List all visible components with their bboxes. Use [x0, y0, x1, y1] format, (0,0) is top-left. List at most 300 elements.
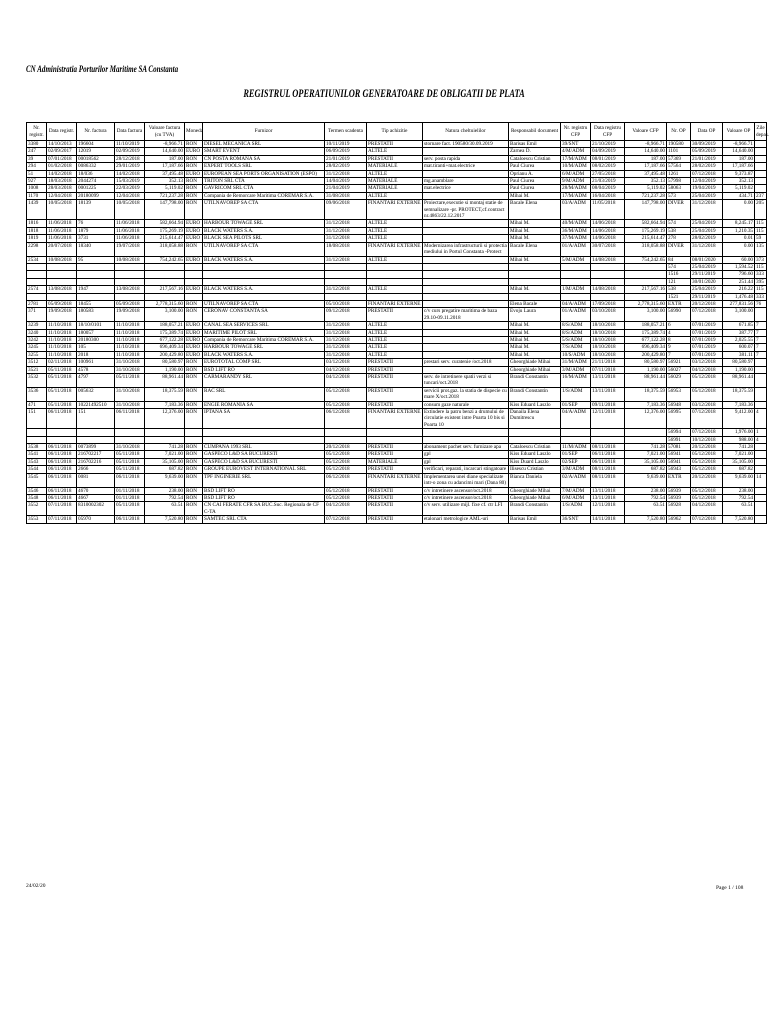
- table-cell: 18,375.59: [723, 387, 755, 401]
- table-cell: 31/M/ADM: [561, 359, 591, 366]
- table-cell: Ilisescu Cristian: [509, 466, 561, 473]
- table-cell: Mihai M.: [509, 322, 561, 329]
- table-cell: [423, 300, 509, 307]
- table-cell: c/v intretinere ascensor/oct.2018: [423, 487, 509, 494]
- table-cell: 35,105.00: [625, 458, 667, 465]
- table-cell: 17,187.66: [145, 163, 185, 170]
- table-cell: Oprianu A.: [509, 170, 561, 177]
- table-cell: 190580: [667, 141, 691, 148]
- table-cell: [755, 451, 767, 458]
- column-header: Nr. OP: [667, 123, 691, 141]
- column-header: Data OP: [691, 123, 723, 141]
- table-cell: 06/09/2019: [325, 148, 367, 155]
- column-header: Data registr.: [47, 123, 77, 141]
- table-cell: 3255: [27, 351, 47, 358]
- table-cell: 31/12/2018: [325, 235, 367, 242]
- table-cell: RAC SRL: [203, 387, 325, 401]
- table-cell: [367, 436, 423, 443]
- table-cell: [203, 278, 325, 285]
- column-header: Natura cheltuielilor: [423, 123, 509, 141]
- table-cell: 11/06/2018: [115, 220, 145, 227]
- table-cell: 11/10/2018: [115, 329, 145, 336]
- table-cell: 7,520.80: [145, 516, 185, 523]
- table-cell: 3/M/ADM: [561, 466, 591, 473]
- table-cell: [77, 436, 115, 443]
- table-cell: Elena Bacale: [509, 300, 561, 307]
- table-cell: servicii prot.gaz. la statia de dispecie cu mare X/oct.2018: [424, 387, 507, 401]
- table-cell: PRESTATII: [367, 516, 423, 523]
- table-cell: 03/10/2018: [591, 308, 625, 322]
- table-cell: Mihai M.: [509, 329, 561, 336]
- table-cell: 147,798.00: [625, 200, 667, 220]
- table-cell: 31/10/2018: [115, 359, 145, 366]
- table-cell: [423, 286, 509, 293]
- table-row: [27, 170, 767, 177]
- table-cell: 05/11/2018: [47, 374, 77, 388]
- table-cell: 80,580.97: [625, 359, 667, 366]
- table-cell: Mihai M.: [509, 286, 561, 293]
- table-cell: 05/12/2018: [691, 387, 723, 401]
- table-cell: 3543: [27, 458, 47, 465]
- table-cell: 4578: [77, 366, 115, 373]
- table-cell: 37,495.48: [145, 170, 185, 177]
- table-cell: 05/11/2018: [47, 366, 77, 373]
- table-cell: 677,122.28: [625, 336, 667, 343]
- table-cell: 05/11/2018: [115, 502, 145, 516]
- table-cell: 3,100.00: [145, 308, 185, 322]
- table-cell: 08/01/2019: [591, 155, 625, 162]
- table-cell: 2018: [77, 351, 115, 358]
- table-cell: 16/M/ADM: [561, 374, 591, 388]
- table-cell: [203, 271, 325, 278]
- table-cell: 4797: [77, 374, 115, 388]
- table-cell: SMART EVENT: [203, 148, 325, 155]
- table-cell: verificari, reparati, incarcari stingatoare: [423, 466, 509, 473]
- table-cell: 188,057.21: [145, 322, 185, 329]
- table-cell: 1,190.00: [723, 366, 755, 373]
- table-cell: [367, 271, 423, 278]
- table-cell: 175,389.74: [145, 329, 185, 336]
- table-cell: EXTR: [667, 473, 691, 487]
- table-cell: 02/A/ADM: [561, 473, 591, 487]
- table-cell: 05/12/2018: [325, 458, 367, 465]
- column-header: Valoare factura (cu TVA): [145, 123, 185, 141]
- table-cell: 10221492510: [77, 401, 115, 408]
- table-cell: 238.00: [625, 487, 667, 494]
- table-cell: [755, 374, 767, 388]
- table-cell: 56948: [667, 401, 691, 408]
- table-cell: 12/11/2018: [591, 409, 625, 429]
- table-cell: 84: [667, 256, 691, 263]
- table-cell: 19/09/2018: [47, 308, 77, 322]
- table-cell: [755, 148, 767, 155]
- table-cell: 175,269.19: [145, 227, 185, 234]
- table-cell: 12/04/2019: [691, 178, 723, 185]
- table-cell: RON: [185, 451, 203, 458]
- table-cell: CERONAV CONSTANTA SA: [203, 308, 325, 322]
- table-cell: 29/01/2019: [115, 163, 145, 170]
- table-cell: 8/S/ADM: [561, 322, 591, 329]
- table-cell: 04/09/2019: [591, 148, 625, 155]
- table-cell: 754,242.65: [145, 256, 185, 263]
- table-cell: 04/A/ADM: [561, 409, 591, 429]
- table-cell: [47, 278, 77, 285]
- table-cell: 318,058.88: [625, 242, 667, 256]
- table-cell: BLACK WATERS S.A.: [203, 351, 325, 358]
- table-cell: 11/06/2018: [115, 235, 145, 242]
- table-cell: UTILNAVOREP SA CTA: [203, 242, 325, 256]
- table-cell: EXTR: [667, 300, 691, 307]
- table-cell: ALTELE: [367, 286, 423, 293]
- table-cell: 04/12/2018: [325, 374, 367, 388]
- table-cell: stornare fact. 190580/30.09.2019: [423, 141, 509, 148]
- table-cell: 03/12/2018: [325, 359, 367, 366]
- table-cell: 5,119.02: [723, 185, 755, 192]
- table-cell: 28/02/2019: [691, 235, 723, 242]
- table-cell: 200,429.80: [145, 351, 185, 358]
- table-cell: 57369: [667, 155, 691, 162]
- table-cell: 05/12/2018: [325, 401, 367, 408]
- table-cell: 7/S/ADM: [561, 344, 591, 351]
- table-cell: 7: [755, 351, 767, 358]
- table-cell: [47, 263, 77, 270]
- table-cell: ALTELE: [367, 256, 423, 263]
- table-row: [27, 502, 767, 516]
- table-cell: 14/11/2018: [591, 516, 625, 523]
- table-cell: Bacale Elena: [509, 242, 561, 256]
- table-cell: Cataloescu Cristian: [509, 155, 561, 162]
- table-cell: [47, 293, 77, 300]
- table-cell: mat.electrice: [423, 185, 509, 192]
- table-cell: [755, 387, 767, 401]
- table-cell: [77, 263, 115, 270]
- table-cell: 36/M/ADM: [561, 227, 591, 234]
- table-cell: 06/11/2018: [47, 409, 77, 429]
- register-table: [26, 122, 767, 524]
- table-cell: ALTELE: [367, 192, 423, 199]
- table-cell: [185, 293, 203, 300]
- table-cell: 07/01/2019: [691, 336, 723, 343]
- table-cell: 63.51: [145, 502, 185, 516]
- table-row: [27, 494, 767, 501]
- table-cell: 3544: [27, 466, 47, 473]
- table-cell: gpl: [423, 458, 509, 465]
- table-cell: 318,058.88: [145, 242, 185, 256]
- table-cell: [755, 487, 767, 494]
- table-row: [27, 473, 767, 487]
- table-cell: 16/04/2018: [591, 192, 625, 199]
- table-cell: EURO: [185, 351, 203, 358]
- table-cell: PRESTATII: [367, 374, 423, 388]
- table-cell: 56995: [667, 409, 691, 429]
- table-cell: 06/12/2018: [325, 409, 367, 429]
- table-cell: 12/04/2018: [47, 192, 77, 199]
- table-cell: ALTELE: [367, 148, 423, 155]
- table-cell: Brandi Constantin: [509, 502, 561, 516]
- table-cell: [115, 293, 145, 300]
- table-cell: 1,190.00: [145, 366, 185, 373]
- table-cell: 17/M/ADM: [561, 155, 591, 162]
- table-cell: 06/11/2018: [47, 458, 77, 465]
- table-cell: 237: [755, 192, 767, 199]
- table-row: [27, 444, 767, 451]
- table-cell: 3512: [27, 359, 47, 366]
- table-cell: Zarnea D.: [509, 148, 561, 155]
- table-cell: 6/M/ADM: [561, 494, 591, 501]
- table-cell: 927: [27, 178, 47, 185]
- table-row: [27, 293, 767, 300]
- table-cell: 17,187.66: [723, 163, 755, 170]
- table-cell: [145, 429, 185, 436]
- table-cell: 08/02/2019: [591, 163, 625, 170]
- table-cell: Gheorghiade Mihai: [509, 494, 561, 501]
- table-cell: 151: [27, 409, 47, 429]
- table-cell: [423, 235, 509, 242]
- table-cell: 2,778,315.60: [625, 300, 667, 307]
- table-cell: EURO: [185, 344, 203, 351]
- table-cell: 180583: [77, 308, 115, 322]
- table-row: [27, 163, 767, 170]
- table-cell: 4/M/ADM: [561, 148, 591, 155]
- table-row: [27, 185, 767, 192]
- table-cell: 696,409.34: [145, 344, 185, 351]
- table-cell: [325, 263, 367, 270]
- table-row: [27, 351, 767, 358]
- table-cell: PRESTATII: [367, 451, 423, 458]
- table-cell: [145, 436, 185, 443]
- table-row: [27, 387, 767, 401]
- table-cell: Barisas Emil: [509, 516, 561, 523]
- table-cell: 56921: [667, 359, 691, 366]
- table-header-row: [27, 123, 767, 141]
- table-row: [27, 148, 767, 155]
- table-cell: 06/11/2018: [115, 516, 145, 523]
- table-cell: -8,966.71: [625, 141, 667, 148]
- table-cell: 80,580.97: [145, 359, 185, 366]
- table-cell: PRESTATII: [367, 401, 423, 408]
- table-cell: Gheorghiade Mihai: [509, 487, 561, 494]
- table-cell: [625, 293, 667, 300]
- column-header: Nr. factura: [77, 123, 115, 141]
- table-cell: 10/05/2018: [115, 200, 145, 220]
- table-cell: BLACK WATERS S.A.: [203, 256, 325, 263]
- table-row: [27, 263, 767, 270]
- table-cell: [77, 293, 115, 300]
- table-cell: BSD LIFT RO: [203, 366, 325, 373]
- table-cell: ALTELE: [367, 220, 423, 227]
- table-cell: [591, 429, 625, 436]
- table-cell: 21/10/2019: [591, 141, 625, 148]
- table-cell: GASPECO L&D SA BUCURESTI: [203, 458, 325, 465]
- table-cell: 754,242.65: [625, 256, 667, 263]
- table-cell: 18/10/2018: [591, 322, 625, 329]
- table-cell: 7,520.80: [625, 516, 667, 523]
- table-cell: [77, 429, 115, 436]
- table-cell: Bianca Daniela: [509, 473, 561, 487]
- table-cell: 05/12/2018: [691, 466, 723, 473]
- table-cell: serv. posta rapida: [423, 155, 509, 162]
- table-cell: 28/12/2018: [115, 155, 145, 162]
- table-cell: MARITIME PILOT SRL: [203, 329, 325, 336]
- table-cell: 7,021.00: [145, 451, 185, 458]
- table-cell: 76: [755, 300, 767, 307]
- table-cell: 08/11/2018: [591, 466, 625, 473]
- table-cell: 31/12/2018: [325, 227, 367, 234]
- table-cell: 05970: [77, 516, 115, 523]
- table-cell: 19/07/2018: [115, 242, 145, 256]
- table-cell: 21/11/2018: [591, 359, 625, 366]
- table-row: [27, 329, 767, 336]
- table-cell: RON: [185, 163, 203, 170]
- table-cell: PRESTATII: [367, 387, 423, 401]
- table-cell: 02/SEP: [561, 458, 591, 465]
- table-cell: 20/12/2018: [691, 473, 723, 487]
- table-cell: c/v curs pregatire maritima de baza 29.10-09.11.2018: [423, 308, 509, 322]
- table-cell: Barisas Emil: [509, 141, 561, 148]
- table-cell: 18/10/2018: [591, 336, 625, 343]
- table-cell: [27, 429, 47, 436]
- table-cell: 2534: [27, 256, 47, 263]
- table-cell: -8,966.71: [145, 141, 185, 148]
- table-cell: 10/M/ADM: [561, 163, 591, 170]
- table-cell: 51: [27, 170, 47, 177]
- table-cell: [755, 494, 767, 501]
- table-cell: 05/11/2018: [47, 401, 77, 408]
- table-cell: 3552: [27, 502, 47, 516]
- table-cell: 01/02/2018: [47, 163, 77, 170]
- table-cell: 7: [755, 344, 767, 351]
- table-cell: 4: [755, 409, 767, 429]
- table-cell: 3731: [77, 235, 115, 242]
- table-cell: [625, 263, 667, 270]
- table-cell: 14/04/2019: [325, 178, 367, 185]
- table-cell: 4670: [77, 487, 115, 494]
- table-cell: MATERIALE: [367, 163, 423, 170]
- table-cell: 14/06/2018: [591, 235, 625, 242]
- table-cell: 147,798.00: [145, 200, 185, 220]
- table-cell: Modernizarea infrastructurii si protectia mediului in Portul Constanta -Protect: [424, 242, 507, 256]
- table-cell: 471: [27, 401, 47, 408]
- table-cell: 18/10/2018: [591, 329, 625, 336]
- table-cell: [591, 278, 625, 285]
- table-cell: 56939: [667, 487, 691, 494]
- table-cell: FINANTARI EXTERNE: [367, 409, 423, 429]
- table-cell: 0001225: [77, 185, 115, 192]
- table-cell: 08/11/2018: [591, 444, 625, 451]
- table-cell: 215,614.47: [625, 235, 667, 242]
- table-cell: [423, 429, 509, 436]
- table-cell: 11/10/2018: [47, 329, 77, 336]
- table-row: [27, 178, 767, 185]
- table-cell: 741.28: [625, 444, 667, 451]
- table-cell: 721,237.28: [145, 192, 185, 199]
- table-cell: 31/12/2018: [691, 200, 723, 220]
- table-cell: 10/08/2018: [115, 256, 145, 263]
- table-cell: 277,831.56: [723, 300, 755, 307]
- table-cell: 05/12/2018: [691, 451, 723, 458]
- table-cell: 56928: [667, 502, 691, 516]
- table-cell: [755, 502, 767, 516]
- table-cell: RON: [185, 155, 203, 162]
- table-cell: RON: [185, 458, 203, 465]
- table-cell: 00018562: [77, 155, 115, 162]
- table-row: [27, 336, 767, 343]
- table-cell: [115, 263, 145, 270]
- table-cell: 14,640.00: [625, 148, 667, 155]
- table-cell: 12,376.00: [145, 409, 185, 429]
- table-cell: 11/06/2018: [47, 235, 77, 242]
- table-cell: ALTELE: [367, 344, 423, 351]
- table-cell: 05/12/2018: [691, 458, 723, 465]
- table-cell: [325, 436, 367, 443]
- table-cell: 8,245.17: [723, 220, 755, 227]
- table-cell: 07/01/2019: [691, 351, 723, 358]
- table-cell: 1,594.52: [723, 263, 755, 270]
- table-cell: 14/08/2018: [591, 256, 625, 263]
- table-cell: 14: [755, 473, 767, 487]
- table-cell: 3538: [27, 444, 47, 451]
- table-cell: RON: [185, 466, 203, 473]
- table-cell: 11/05/2018: [591, 200, 625, 220]
- table-cell: 0086332: [77, 163, 115, 170]
- column-header: Valoare OP: [723, 123, 755, 141]
- table-cell: 07/12/2018: [691, 409, 723, 429]
- table-cell: 278: [667, 235, 691, 242]
- table-cell: 63.51: [625, 502, 667, 516]
- table-cell: 7: [667, 351, 691, 358]
- table-cell: 20/12/2018: [691, 300, 723, 307]
- table-cell: 1/S/ADM: [561, 502, 591, 516]
- table-cell: [755, 185, 767, 192]
- table-cell: 387.77: [723, 329, 755, 336]
- table-cell: 3380: [27, 141, 47, 148]
- column-header: Nr. registr.: [27, 123, 47, 141]
- table-cell: [325, 429, 367, 436]
- table-cell: 18/10/2018: [591, 351, 625, 358]
- table-cell: Kiss Eduard Laszlo: [509, 451, 561, 458]
- table-cell: 11/10/2018: [115, 336, 145, 343]
- table-cell: 09/12/2018: [325, 308, 367, 322]
- table-body: [27, 141, 767, 524]
- table-cell: DIVER: [667, 242, 691, 256]
- table-cell: Paul Ciurea: [509, 178, 561, 185]
- table-cell: 07/12/2018: [325, 516, 367, 523]
- table-cell: [755, 516, 767, 523]
- table-cell: Brandi Constantin: [509, 374, 561, 388]
- table-cell: 31/12/2018: [325, 170, 367, 177]
- table-cell: 31/10/2018: [115, 444, 145, 451]
- table-cell: 687.82: [625, 466, 667, 473]
- table-cell: 187.00: [723, 155, 755, 162]
- table-cell: 31/08/2018: [325, 192, 367, 199]
- table-cell: PRESTATII: [367, 487, 423, 494]
- table-cell: 05/09/2018: [47, 300, 77, 307]
- table-cell: 175,389.74: [625, 329, 667, 336]
- page-number: Page 1 / 108: [716, 885, 744, 891]
- table-cell: 14/06/2018: [591, 227, 625, 234]
- table-cell: 3553: [27, 516, 47, 523]
- table-cell: FINANTARI EXTERNE: [367, 300, 423, 307]
- table-cell: 17,187.66: [625, 163, 667, 170]
- table-cell: 333: [755, 271, 767, 278]
- table-row: [27, 374, 767, 388]
- table-row: [27, 300, 767, 307]
- table-cell: 151: [77, 409, 115, 429]
- table-cell: 0.00: [723, 200, 755, 220]
- table-cell: 22/03/2019: [115, 185, 145, 192]
- table-cell: 988.00: [723, 436, 755, 443]
- table-cell: 08/11/2018: [591, 473, 625, 487]
